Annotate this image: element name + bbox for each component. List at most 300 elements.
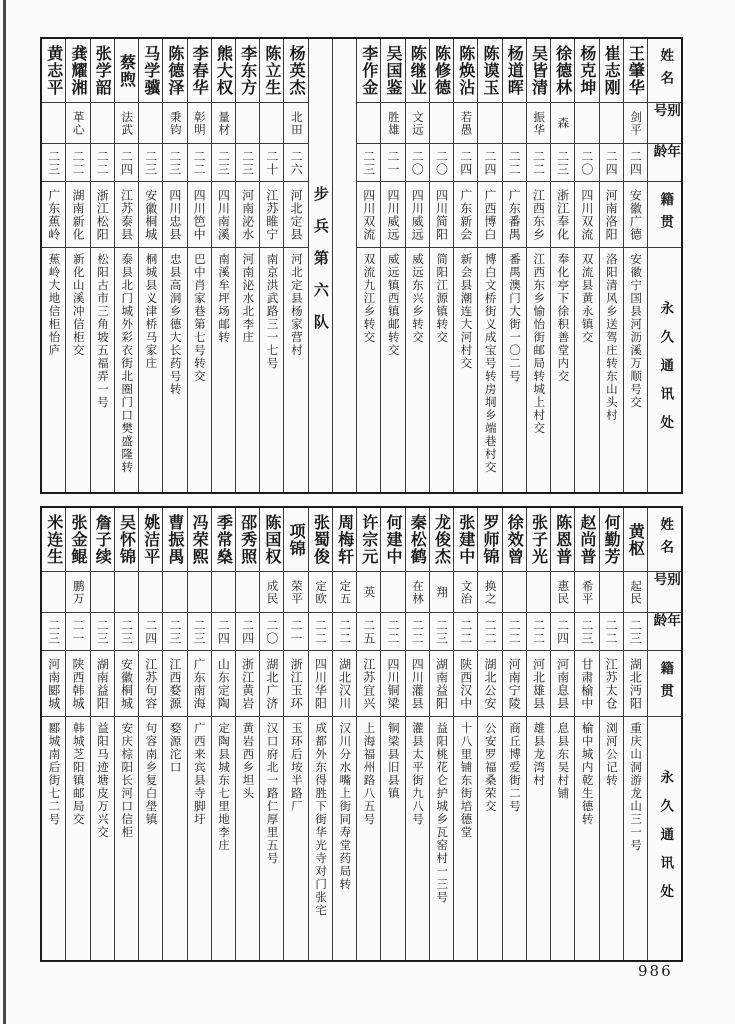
entry-column	[235, 39, 259, 492]
name-cell	[503, 39, 526, 103]
entry-column	[405, 508, 429, 960]
address-cell-text: 南京洪武路三一七号	[265, 253, 280, 370]
entry-column	[42, 39, 65, 492]
name-cell	[624, 508, 647, 572]
address-cell-text: 江西东乡愉怡街邮局转城上村交	[532, 253, 547, 435]
name-cell	[478, 508, 501, 572]
native-place-cell	[381, 651, 404, 717]
native-place-cell-text: 浙江松阳	[95, 188, 110, 241]
address-cell-text: 蕉岭大地信柜怡庐	[47, 253, 62, 357]
name-cell	[430, 508, 453, 572]
address-cell-text: 黄岩西乡坦头	[241, 722, 256, 800]
address-cell-text: 汉川分水嘴上街同寿堂药局转	[338, 722, 353, 891]
name-cell-text: 陈德泽	[165, 45, 185, 96]
age-cell-text: 二三	[555, 149, 570, 176]
name-cell	[478, 39, 501, 103]
age-cell	[357, 144, 380, 182]
alias-cell	[66, 572, 89, 613]
header-cell	[648, 651, 681, 717]
name-cell	[284, 39, 307, 103]
name-cell	[527, 39, 550, 103]
address-cell	[454, 717, 477, 960]
age-cell-text: 二〇	[264, 618, 279, 645]
age-cell-text: 二四	[143, 618, 158, 645]
native-place-cell-text: 广东蕉岭	[46, 188, 61, 241]
address-cell	[600, 248, 623, 492]
age-cell	[600, 613, 623, 651]
name-cell-text: 陈继业	[408, 45, 428, 96]
name-cell-text: 张子光	[529, 514, 549, 565]
entry-column	[623, 39, 647, 492]
age-cell-text: 二二	[386, 618, 401, 645]
address-cell	[503, 248, 526, 492]
native-place-cell-text: 江苏句容	[143, 657, 158, 710]
native-place-cell	[212, 651, 235, 717]
native-place-cell	[309, 651, 332, 717]
native-place-cell-text: 四川灌县	[410, 657, 425, 710]
address-cell-text: 奉化亭下徐积善堂内交	[556, 253, 571, 383]
name-cell-text: 杨英杰	[287, 45, 307, 96]
alias-cell	[115, 572, 138, 613]
native-place-cell-text: 江苏太仓	[604, 657, 619, 710]
age-cell-text: 二一	[386, 149, 401, 176]
native-place-cell-text: 四川华阳	[313, 657, 328, 710]
address-cell	[115, 248, 138, 492]
alias-cell-text: 革心	[71, 110, 86, 136]
age-cell-text: 二二	[458, 618, 473, 645]
header-cell	[648, 103, 681, 144]
entry-column	[502, 39, 526, 492]
entry-column	[211, 508, 235, 960]
native-place-cell	[454, 651, 477, 717]
alias-cell-text: 秉钧	[168, 110, 183, 136]
name-cell	[527, 508, 550, 572]
alias-cell-text: 文治	[459, 579, 474, 605]
address-cell-text: 泰县北门城外彩衣街北圈门口樊盛隆转	[120, 253, 135, 474]
native-place-cell-text: 安徽广德	[628, 188, 643, 241]
address-cell-text: 安庆棕阳长河口信柜	[120, 722, 135, 839]
address-cell-text: 商丘博爱街二号	[507, 722, 522, 813]
age-cell	[430, 613, 453, 651]
address-cell	[163, 717, 186, 960]
age-cell	[575, 144, 598, 182]
name-cell-text: 许宗元	[359, 514, 379, 565]
name-cell-text: 罗师锦	[480, 514, 500, 565]
age-cell	[42, 144, 65, 182]
address-cell-text: 息县东吴村铺	[556, 722, 571, 800]
entry-column	[356, 508, 380, 960]
name-cell-text: 杨道晖	[505, 45, 525, 96]
native-place-cell-text: 湖南新化	[70, 188, 85, 241]
address-cell	[188, 248, 211, 492]
native-place-cell	[66, 182, 89, 248]
name-cell	[575, 39, 598, 103]
age-cell	[381, 144, 404, 182]
address-cell-text: 南溪牟坪场邮转	[217, 253, 232, 344]
age-cell	[260, 144, 283, 182]
entry-column	[502, 508, 526, 960]
alias-cell	[357, 572, 380, 613]
alias-cell-text: 换之	[483, 579, 498, 605]
section-label-column	[308, 39, 332, 492]
entry-column	[356, 39, 380, 492]
age-cell-text: 二二	[337, 618, 352, 645]
native-place-cell-text: 广西博白	[482, 188, 497, 241]
name-cell	[91, 39, 114, 103]
entry-column	[380, 508, 404, 960]
name-cell-text: 张蜀俊	[311, 514, 331, 565]
age-cell	[478, 144, 501, 182]
age-cell	[503, 144, 526, 182]
entry-column	[114, 508, 138, 960]
address-cell	[66, 717, 89, 960]
native-place-cell-text: 湖北沔阳	[628, 657, 643, 710]
native-place-cell-text: 浙江奉化	[555, 188, 570, 241]
native-place-cell	[381, 182, 404, 248]
native-place-cell-text: 江西婺源	[167, 657, 182, 710]
age-cell-text: 二四	[216, 618, 231, 645]
age-cell-text: 二二	[192, 149, 207, 176]
name-cell	[188, 39, 211, 103]
alias-cell	[309, 572, 332, 613]
name-cell	[42, 508, 65, 572]
age-cell	[66, 144, 89, 182]
address-cell-text: 郾城南后街七二号	[47, 722, 62, 826]
address-cell-text: 威远镇西镇邮转交	[386, 253, 401, 357]
native-place-cell-text: 江苏泰县	[119, 188, 134, 241]
native-place-cell	[478, 182, 501, 248]
name-cell-text: 杨克坤	[577, 45, 597, 96]
name-cell	[212, 508, 235, 572]
alias-cell-text: 森	[556, 116, 571, 130]
native-place-cell	[91, 182, 114, 248]
age-cell	[212, 144, 235, 182]
alias-cell	[430, 572, 453, 613]
header-label: 别号	[650, 572, 680, 595]
header-label: 年龄	[650, 613, 680, 636]
address-cell	[188, 717, 211, 960]
alias-cell	[454, 103, 477, 144]
blank-cell	[333, 39, 356, 492]
address-cell-text: 双流县黄永镇交	[580, 253, 595, 344]
age-cell-text: 二二	[95, 149, 110, 176]
native-place-cell-text: 湖北广济	[264, 657, 279, 710]
header-label: 永久通讯处	[657, 301, 674, 444]
address-cell	[454, 248, 477, 492]
alias-cell-text: 定五	[338, 579, 353, 605]
entry-column	[162, 508, 186, 960]
native-place-cell	[115, 182, 138, 248]
name-cell-text: 李东方	[238, 45, 258, 96]
age-cell-text: 二一	[289, 618, 304, 645]
address-cell	[430, 248, 453, 492]
alias-cell	[575, 103, 598, 144]
address-cell-text: 婺源沱口	[168, 722, 183, 774]
age-cell	[527, 144, 550, 182]
entry-column	[187, 508, 211, 960]
name-cell	[91, 508, 114, 572]
address-cell	[503, 717, 526, 960]
entry-column	[259, 508, 283, 960]
entry-column	[477, 508, 501, 960]
age-cell-text: 二四	[458, 149, 473, 176]
header-label: 别号	[650, 103, 680, 126]
age-cell-text: 二二	[507, 618, 522, 645]
entry-column	[574, 39, 598, 492]
alias-cell	[575, 572, 598, 613]
entry-column	[599, 39, 623, 492]
alias-cell	[188, 103, 211, 144]
alias-cell-text: 量材	[217, 110, 232, 136]
name-cell-text: 龙俊杰	[432, 514, 452, 565]
alias-cell	[163, 572, 186, 613]
native-place-cell	[212, 182, 235, 248]
alias-cell	[42, 572, 65, 613]
native-place-cell	[551, 182, 574, 248]
alias-cell	[66, 103, 89, 144]
alias-cell	[381, 103, 404, 144]
name-cell	[357, 39, 380, 103]
address-cell	[357, 248, 380, 492]
alias-cell	[284, 572, 307, 613]
address-cell	[333, 717, 356, 960]
name-cell	[66, 39, 89, 103]
native-place-cell-text: 浙江玉环	[289, 657, 304, 710]
name-cell	[454, 508, 477, 572]
address-cell	[91, 717, 114, 960]
name-cell	[260, 508, 283, 572]
address-cell-text: 广西来宾县寺脚圩	[192, 722, 207, 826]
age-cell-text: 二〇	[579, 149, 594, 176]
name-cell	[551, 39, 574, 103]
alias-cell	[430, 103, 453, 144]
name-cell-text: 吴怀锦	[117, 514, 137, 565]
native-place-cell-text: 山东定陶	[216, 657, 231, 710]
native-place-cell	[284, 651, 307, 717]
native-place-cell	[260, 651, 283, 717]
alias-cell	[91, 103, 114, 144]
native-place-cell-text: 江苏宜兴	[361, 657, 376, 710]
entry-column	[453, 508, 477, 960]
address-cell	[551, 717, 574, 960]
native-place-cell	[503, 651, 526, 717]
header-label: 姓名	[657, 48, 674, 93]
alias-cell-text: 胜雄	[386, 110, 401, 136]
age-cell	[260, 613, 283, 651]
entry-column	[380, 39, 404, 492]
name-cell-text: 黄枢	[626, 522, 646, 557]
native-place-cell-text: 四川双流	[361, 188, 376, 241]
name-cell-text: 蔡煦	[117, 53, 137, 88]
entry-column	[526, 508, 550, 960]
name-cell	[163, 39, 186, 103]
alias-cell	[551, 572, 574, 613]
address-cell-text: 简阳江源镇转交	[435, 253, 450, 344]
age-cell	[139, 613, 162, 651]
entry-column	[599, 508, 623, 960]
native-place-cell-text: 陕西汉中	[458, 657, 473, 710]
age-cell	[91, 613, 114, 651]
name-cell	[139, 39, 162, 103]
native-place-cell-text: 河南泌水	[240, 188, 255, 241]
alias-cell-text: 起民	[629, 579, 644, 605]
scan-gutter-line	[3, 0, 6, 1024]
address-cell-text: 韩城芝阳镇邮局交	[71, 722, 86, 826]
age-cell	[503, 613, 526, 651]
native-place-cell-text: 四川双流	[579, 188, 594, 241]
address-cell-text: 重庆山洞游龙山三一号	[629, 722, 644, 852]
name-cell-text: 冯荣熙	[190, 514, 210, 565]
entry-column	[90, 508, 114, 960]
native-place-cell	[624, 651, 647, 717]
native-place-cell	[91, 651, 114, 717]
name-cell-text: 徐效曾	[505, 514, 525, 565]
entry-column	[187, 39, 211, 492]
alias-cell-text: 翔	[435, 585, 450, 599]
address-cell	[236, 717, 259, 960]
age-cell	[188, 613, 211, 651]
native-place-cell	[188, 651, 211, 717]
header-label: 籍贯	[657, 661, 674, 706]
native-place-cell	[575, 651, 598, 717]
alias-cell	[333, 572, 356, 613]
name-cell-text: 秦松鹤	[408, 514, 428, 565]
alias-cell	[139, 572, 162, 613]
name-cell-text: 米连生	[44, 514, 64, 565]
age-cell	[236, 613, 259, 651]
name-cell-text: 姚洁平	[141, 514, 161, 565]
age-cell-text: 二三	[46, 149, 61, 176]
native-place-cell	[236, 182, 259, 248]
address-cell-text: 新会县潮连大河村交	[459, 253, 474, 370]
address-cell	[600, 717, 623, 960]
entry-column	[211, 39, 235, 492]
address-cell	[139, 248, 162, 492]
name-cell	[115, 508, 138, 572]
native-place-cell-text: 湖南益阳	[95, 657, 110, 710]
name-cell	[454, 39, 477, 103]
name-cell-text: 王肇华	[626, 45, 646, 96]
entry-column	[65, 39, 89, 492]
name-cell	[624, 39, 647, 103]
header-column	[647, 39, 681, 492]
name-cell-text: 季常燊	[214, 514, 234, 565]
alias-cell-text: 文远	[411, 110, 426, 136]
age-cell-text: 二二	[482, 618, 497, 645]
address-cell-text: 忠县高洞乡德大长药号转	[168, 253, 183, 396]
age-cell-text: 二二	[507, 149, 522, 176]
alias-cell	[406, 103, 429, 144]
name-cell-text: 张金鲲	[68, 514, 88, 565]
native-place-cell	[454, 182, 477, 248]
age-cell	[309, 613, 332, 651]
age-cell	[284, 613, 307, 651]
entry-column	[332, 508, 356, 960]
native-place-cell-text: 河南息县	[555, 657, 570, 710]
age-cell-text: 二三	[579, 618, 594, 645]
name-cell	[236, 508, 259, 572]
native-place-cell	[430, 182, 453, 248]
native-place-cell	[163, 651, 186, 717]
entry-column	[429, 508, 453, 960]
address-cell-text: 灌县太平街九八号	[411, 722, 426, 826]
age-cell	[600, 144, 623, 182]
native-place-cell-text: 四川笆中	[192, 188, 207, 241]
age-cell	[163, 144, 186, 182]
address-cell-text: 浏河公记转	[604, 722, 619, 787]
alias-cell-text: 鹏万	[71, 579, 86, 605]
address-cell-text: 番禺澳门大街一〇二号	[507, 253, 522, 383]
age-cell-text: 二三	[143, 149, 158, 176]
entry-column	[235, 508, 259, 960]
age-cell	[624, 613, 647, 651]
native-place-cell-text: 四川铜梁	[386, 657, 401, 710]
address-cell	[260, 248, 283, 492]
age-cell-text: 二四	[240, 618, 255, 645]
alias-cell	[284, 103, 307, 144]
name-cell	[430, 39, 453, 103]
native-place-cell	[406, 651, 429, 717]
alias-cell	[406, 572, 429, 613]
address-cell-text: 双流九江乡转交	[362, 253, 377, 344]
native-place-cell	[527, 182, 550, 248]
age-cell	[115, 144, 138, 182]
age-cell-text: 二三	[216, 149, 231, 176]
age-cell-text: 二十	[264, 149, 279, 176]
name-cell-text: 陈立生	[262, 45, 282, 96]
entry-column	[453, 39, 477, 492]
alias-cell	[503, 572, 526, 613]
alias-cell	[236, 103, 259, 144]
age-cell	[212, 613, 235, 651]
address-cell-text: 雄县龙湾村	[532, 722, 547, 787]
name-cell	[381, 39, 404, 103]
name-cell-text: 陈焕沾	[456, 45, 476, 96]
alias-cell	[236, 572, 259, 613]
address-cell	[478, 248, 501, 492]
alias-cell	[624, 103, 647, 144]
age-cell-text: 二三	[361, 149, 376, 176]
alias-cell-text: 振华	[532, 110, 547, 136]
entry-column	[138, 39, 162, 492]
alias-cell	[163, 103, 186, 144]
name-cell	[309, 508, 332, 572]
header-cell	[648, 613, 681, 651]
alias-cell	[527, 572, 550, 613]
age-cell	[430, 144, 453, 182]
native-place-cell	[236, 651, 259, 717]
address-cell	[357, 717, 380, 960]
address-cell	[236, 248, 259, 492]
address-cell	[212, 717, 235, 960]
address-cell	[551, 248, 574, 492]
header-column	[647, 508, 681, 960]
name-cell-text: 李作金	[359, 45, 379, 96]
native-place-cell-text: 江西东乡	[531, 188, 546, 241]
name-cell-text: 崔志刚	[602, 45, 622, 96]
age-cell-text: 二〇	[410, 149, 425, 176]
native-place-cell-text: 四川威远	[386, 188, 401, 241]
roster-table-upper	[40, 37, 683, 494]
age-cell	[406, 613, 429, 651]
age-cell-text: 二四	[604, 149, 619, 176]
name-cell	[115, 39, 138, 103]
alias-cell-text: 定欧	[314, 579, 329, 605]
alias-cell	[381, 572, 404, 613]
address-cell-text: 玉环后垵半路厂	[289, 722, 304, 813]
native-place-cell	[600, 651, 623, 717]
native-place-cell-text: 四川威远	[410, 188, 425, 241]
